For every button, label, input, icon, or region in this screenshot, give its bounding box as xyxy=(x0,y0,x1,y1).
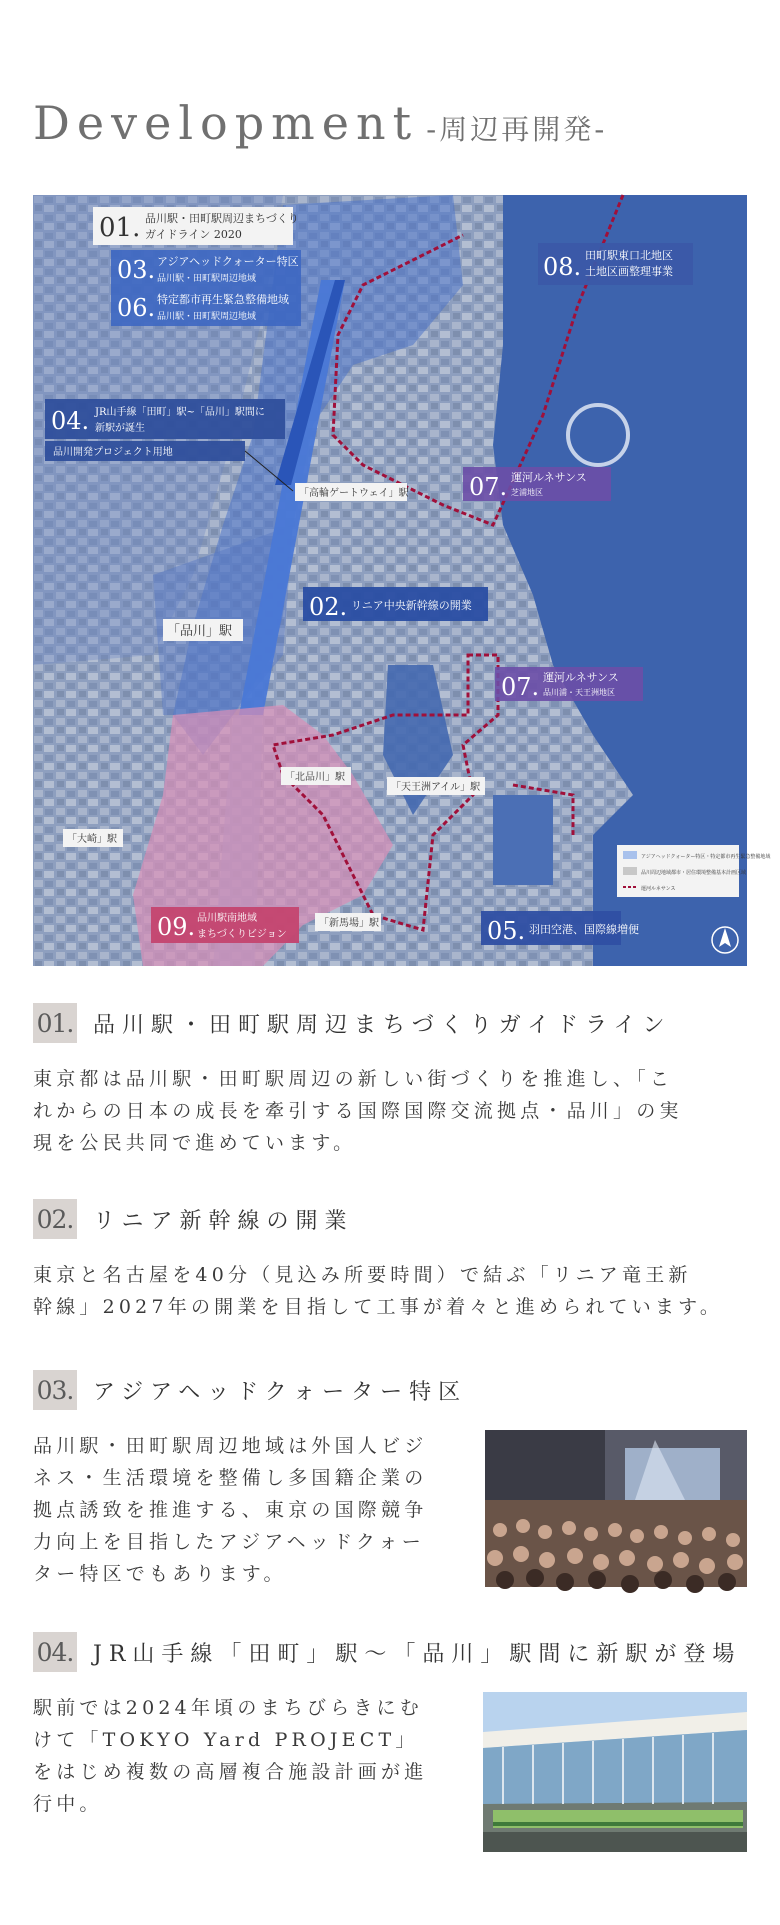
svg-text:土地区画整理事業: 土地区画整理事業 xyxy=(585,265,673,278)
svg-text:「北品川」駅: 「北品川」駅 xyxy=(285,772,345,783)
map-label-shinagawa-station xyxy=(163,619,243,641)
section-title: リニア新幹線の開業 xyxy=(93,1208,354,1234)
svg-text:品川駅・田町駅周辺地域: 品川駅・田町駅周辺地域 xyxy=(157,274,257,284)
svg-text:06.: 06. xyxy=(117,294,156,322)
conference-hall-photo xyxy=(485,1430,747,1587)
map-label-01 xyxy=(93,207,299,245)
svg-text:02.: 02. xyxy=(309,593,348,621)
title-japanese: -周辺再開発- xyxy=(426,113,608,146)
svg-text:03.: 03. xyxy=(117,256,156,284)
svg-text:07.: 07. xyxy=(469,473,508,501)
map-label-05 xyxy=(481,911,639,945)
section-04 xyxy=(33,1632,747,1862)
svg-text:「高輪ゲートウェイ」駅: 「高輪ゲートウェイ」駅 xyxy=(299,488,409,499)
svg-text:品川駅南地域: 品川駅南地域 xyxy=(197,913,257,924)
section-number: 03. xyxy=(33,1370,77,1410)
section-body: 東京と名古屋を40分（見込み所要時間）で結ぶ「リニア竜王新 幹線」2027年の開業を目指して工事が着々と進められています。 xyxy=(33,1264,724,1318)
svg-text:田町駅東口北地区: 田町駅東口北地区 xyxy=(585,249,673,262)
svg-text:アジアヘッドクォーター特区・特定都市再生緊急整備地域: アジアヘッドクォーター特区・特定都市再生緊急整備地域 xyxy=(641,854,771,860)
map-label-osaki-station xyxy=(63,829,123,847)
map-label-07-tennozu xyxy=(495,667,643,701)
svg-text:運河ルネサンス: 運河ルネサンス xyxy=(543,671,619,684)
map-label-02 xyxy=(303,587,488,621)
section-number: 02. xyxy=(33,1199,77,1239)
development-map xyxy=(33,195,771,966)
svg-text:品川周辺地域都市・居住環境整備基本計画区域: 品川周辺地域都市・居住環境整備基本計画区域 xyxy=(641,870,747,876)
section-body: 東京都は品川駅・田町駅周辺の新しい街づくりを推進し、「こ れからの日本の成長を牽引する国際国際交流拠点・品川」の実 現を公民共同で進めています。 xyxy=(33,1068,683,1154)
map-label-06 xyxy=(111,288,301,326)
page-title xyxy=(33,96,607,156)
svg-text:09.: 09. xyxy=(157,913,196,941)
map-label-gateway-station xyxy=(295,483,409,501)
section-title: JR山手線「田町」駅～「品川」駅間に新駅が登場 xyxy=(93,1641,742,1667)
svg-text:05.: 05. xyxy=(487,917,526,945)
section-number: 01. xyxy=(33,1003,77,1043)
svg-text:07.: 07. xyxy=(501,673,540,701)
svg-text:品川浦・天王洲地区: 品川浦・天王洲地区 xyxy=(543,688,615,697)
section-03 xyxy=(33,1370,747,1590)
svg-text:04.: 04. xyxy=(51,407,90,435)
svg-text:特定都市再生緊急整備地域: 特定都市再生緊急整備地域 xyxy=(157,293,289,306)
svg-text:新駅が誕生: 新駅が誕生 xyxy=(95,423,145,434)
svg-text:「品川」駅: 「品川」駅 xyxy=(167,624,233,639)
map-label-kitashinagawa-station xyxy=(281,767,351,785)
section-title: 品川駅・田町駅周辺まちづくりガイドライン xyxy=(93,1012,672,1038)
svg-text:芝浦地区: 芝浦地区 xyxy=(511,488,543,497)
svg-text:まちづくりビジョン: まちづくりビジョン xyxy=(197,929,287,940)
map-label-08 xyxy=(538,243,693,285)
section-body: 駅前では2024年頃のまちびらきにむ けて「TOKYO Yard PROJECT」 をはじめ複数の高層複合施設計画が進 行中。 xyxy=(33,1697,428,1815)
svg-text:アジアヘッドクォーター特区: アジアヘッドクォーター特区 xyxy=(157,255,299,268)
svg-text:「新馬場」駅: 「新馬場」駅 xyxy=(319,918,379,929)
svg-text:運河ルネサンス: 運河ルネサンス xyxy=(641,886,676,892)
section-body: 品川駅・田町駅周辺地域は外国人ビジ ネス・生活環境を整備し多国籍企業の 拠点誘致を推進する、東京の国際競争 力向上を目指したアジアヘッドクォー ター特区でもあります。 xyxy=(33,1435,428,1585)
svg-text:01.: 01. xyxy=(99,213,141,243)
svg-text:08.: 08. xyxy=(543,253,582,281)
svg-text:「大崎」駅: 「大崎」駅 xyxy=(67,834,117,845)
map-legend xyxy=(617,845,770,897)
section-number: 04. xyxy=(33,1632,77,1672)
title-english: Development xyxy=(33,96,419,150)
map-label-07-shibaura xyxy=(463,467,611,501)
svg-text:JR山手線「田町」駅~「品川」駅間に: JR山手線「田町」駅~「品川」駅間に xyxy=(95,407,265,418)
map-label-09 xyxy=(151,907,299,943)
section-01 xyxy=(33,1003,747,1159)
svg-text:ガイドライン 2020: ガイドライン 2020 xyxy=(145,228,242,241)
svg-text:「天王洲アイル」駅: 「天王洲アイル」駅 xyxy=(391,782,481,793)
svg-text:運河ルネサンス: 運河ルネサンス xyxy=(511,471,587,484)
section-02 xyxy=(33,1199,747,1323)
svg-text:品川駅・田町駅周辺まちづくり: 品川駅・田町駅周辺まちづくり xyxy=(145,212,299,225)
map-label-03 xyxy=(111,250,301,288)
section-title: アジアヘッドクォーター特区 xyxy=(93,1379,468,1405)
svg-text:品川駅・田町駅周辺地域: 品川駅・田町駅周辺地域 xyxy=(157,312,257,322)
svg-text:品川開発プロジェクト用地: 品川開発プロジェクト用地 xyxy=(53,447,173,458)
new-station-photo xyxy=(483,1692,747,1852)
svg-text:羽田空港、国際線増便: 羽田空港、国際線増便 xyxy=(529,923,639,936)
map-label-shinbaba-station xyxy=(315,913,381,931)
svg-text:リニア中央新幹線の開業: リニア中央新幹線の開業 xyxy=(351,599,472,612)
map-label-tennozu-station xyxy=(387,777,485,795)
